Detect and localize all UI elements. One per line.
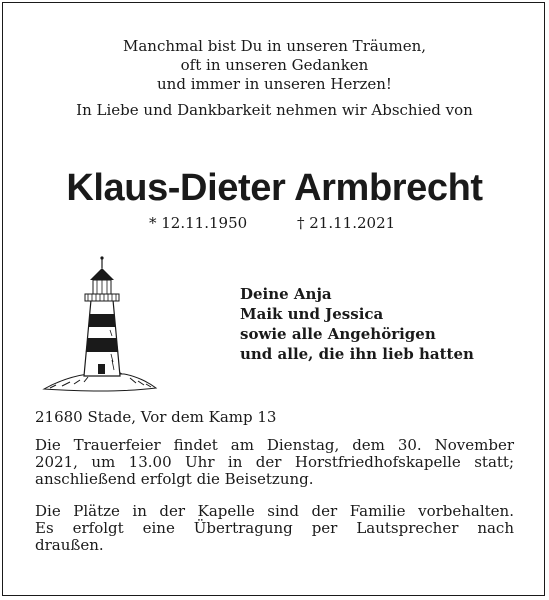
mourner: sowie alle Angehörigen (240, 325, 436, 343)
mourners-list (240, 284, 474, 364)
poem-line: Manchmal bist Du in unseren Träumen, (122, 37, 426, 55)
funeral-notice-line: anschließend erfolgt die Beisetzung. (35, 470, 314, 488)
chapel-notice-line: Es erfolgt eine Übertragung per Lautsprecher nach (35, 519, 514, 537)
lighthouse-icon (40, 248, 160, 398)
poem-line: oft in unseren Gedanken (180, 56, 369, 74)
birth-date: * 12.11.1950 (149, 214, 248, 232)
farewell-intro: In Liebe und Dankbarkeit nehmen wir Abschied von (76, 101, 473, 119)
funeral-notice-line: 2021, um 13.00 Uhr in der Horstfriedhofskapelle statt; (35, 453, 514, 471)
address: 21680 Stade, Vor dem Kamp 13 (35, 408, 277, 426)
funeral-notice (35, 437, 514, 488)
poem (0, 37, 549, 94)
funeral-notice-line: Die Trauerfeier findet am Dienstag, dem 30. November (35, 436, 514, 454)
mourner: und alle, die ihn lieb hatten (240, 345, 474, 363)
mourner: Deine Anja (240, 285, 332, 303)
poem-line: und immer in unseren Herzen! (157, 75, 392, 93)
deceased-name: Klaus-Dieter Armbrecht (66, 167, 483, 209)
chapel-notice-line: draußen. (35, 536, 104, 554)
death-date: † 21.11.2021 (297, 214, 396, 232)
chapel-notice-line: Die Plätze in der Kapelle sind der Familie vorbehalten. (35, 502, 514, 520)
chapel-notice (35, 503, 514, 554)
mourner: Maik und Jessica (240, 305, 384, 323)
